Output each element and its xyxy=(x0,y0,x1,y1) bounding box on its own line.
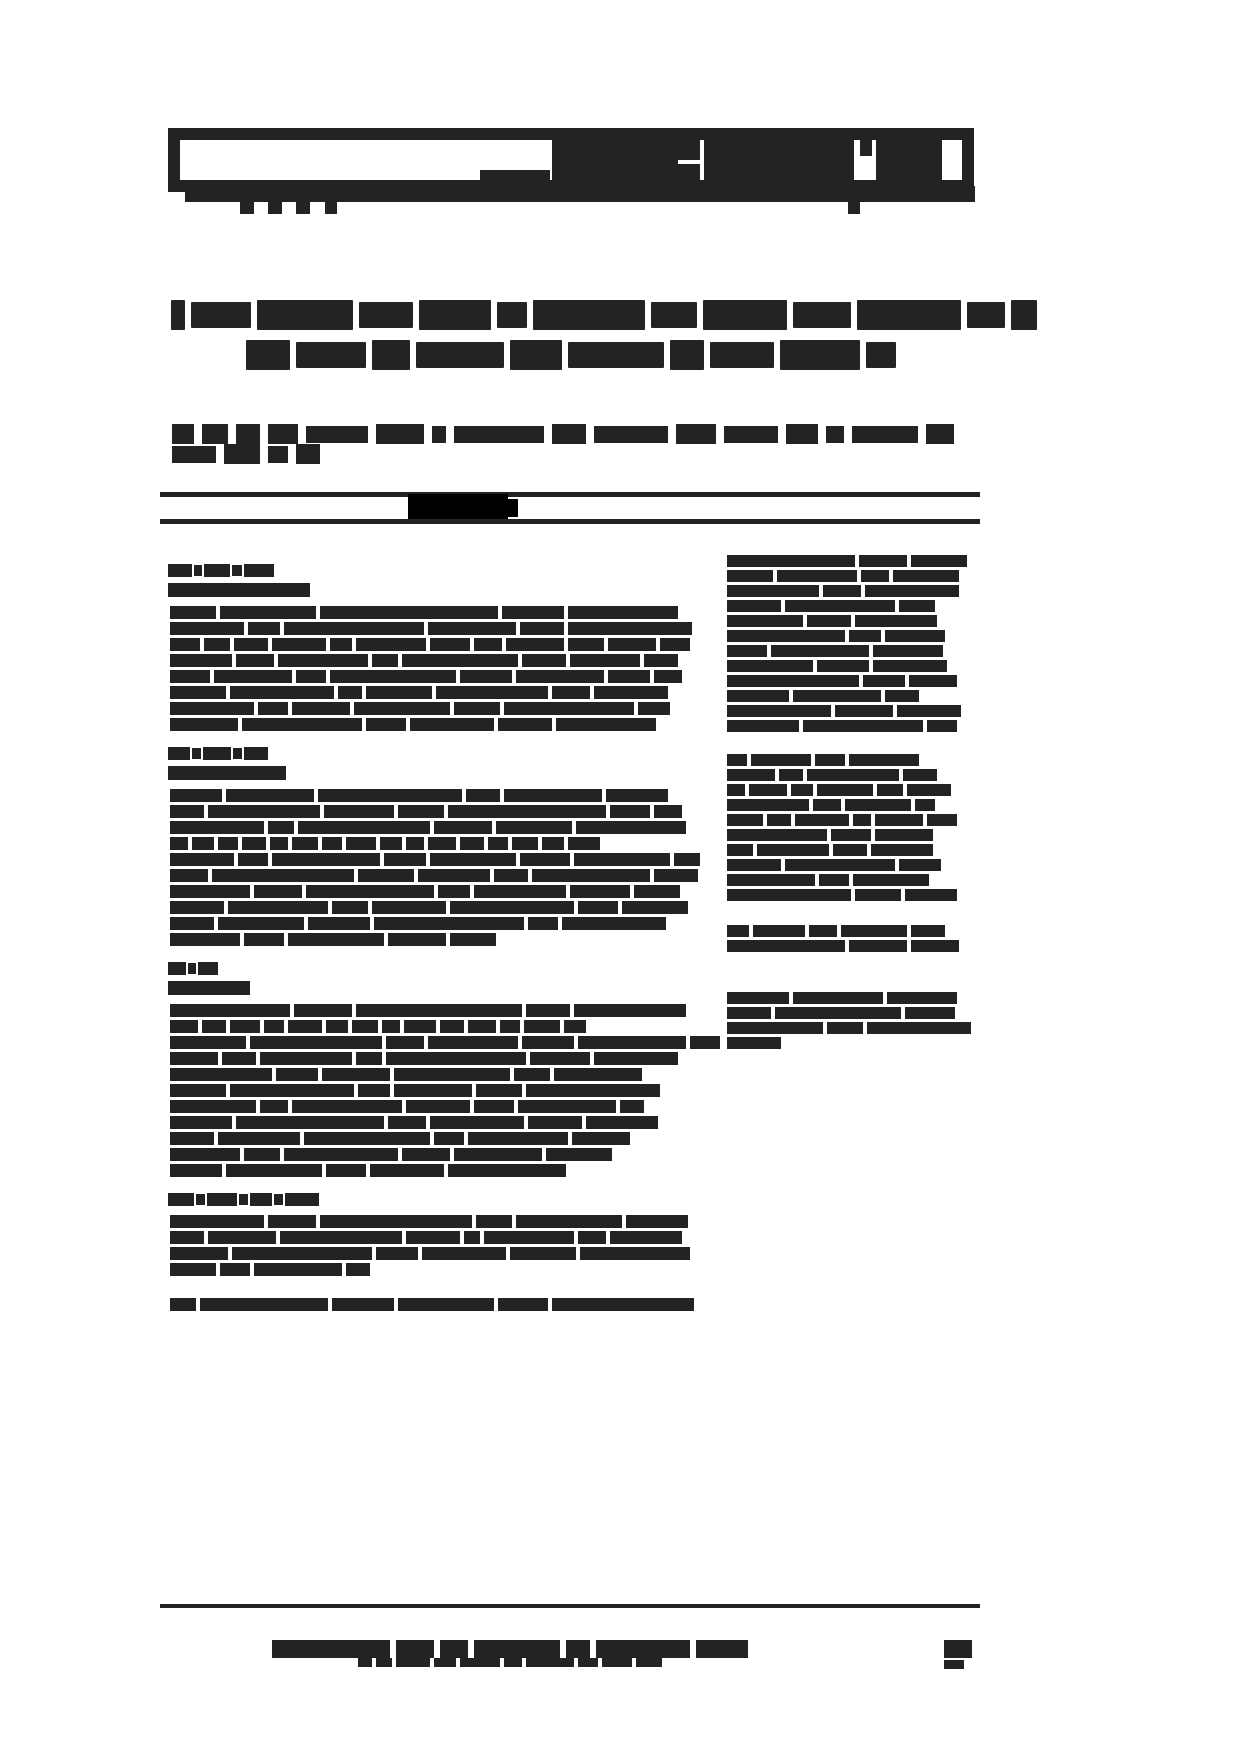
article-title-line-1 xyxy=(168,300,974,330)
masthead-title-block-2 xyxy=(678,164,700,182)
body-column-left xyxy=(168,548,696,1320)
masthead-word-block-2 xyxy=(860,140,872,156)
paragraph xyxy=(725,754,975,901)
masthead-word-block-1 xyxy=(704,140,854,182)
footer-rule xyxy=(160,1604,980,1608)
section-label-tab xyxy=(408,494,508,522)
paragraph xyxy=(168,606,696,731)
article-title-line-2 xyxy=(168,340,974,370)
masthead-subtitle-bar xyxy=(185,186,875,202)
masthead-word-block-4 xyxy=(480,170,550,182)
masthead-word-block-3 xyxy=(876,140,942,182)
section-label-tab-extension xyxy=(500,499,518,517)
journal-masthead-banner xyxy=(168,128,974,192)
paragraph xyxy=(168,789,696,946)
section-heading xyxy=(168,1193,696,1209)
masthead-tick-5 xyxy=(848,202,860,214)
masthead-tick-2 xyxy=(268,202,282,214)
paragraph xyxy=(168,1298,696,1311)
section-heading xyxy=(168,962,696,998)
section-heading xyxy=(168,747,696,783)
masthead-title-block xyxy=(678,140,700,160)
header-rule-top xyxy=(160,492,980,497)
masthead-inner xyxy=(180,140,962,180)
paragraph xyxy=(725,555,975,732)
body-column-right xyxy=(725,555,975,1060)
article-title xyxy=(168,300,974,380)
author-affiliation-line xyxy=(168,424,974,464)
paragraph xyxy=(725,992,975,1049)
paragraph xyxy=(168,1004,696,1177)
paragraph xyxy=(725,925,975,952)
page-number xyxy=(944,1640,972,1669)
masthead-issn-bar xyxy=(795,186,975,202)
section-heading xyxy=(168,564,696,600)
masthead-logo-block xyxy=(552,140,678,182)
footer-text xyxy=(160,1640,860,1667)
paragraph xyxy=(168,1215,696,1276)
masthead-tick-1 xyxy=(240,202,254,214)
header-rule-bottom xyxy=(160,519,980,524)
masthead-tick-3 xyxy=(296,202,310,214)
masthead-tick-4 xyxy=(325,202,337,214)
